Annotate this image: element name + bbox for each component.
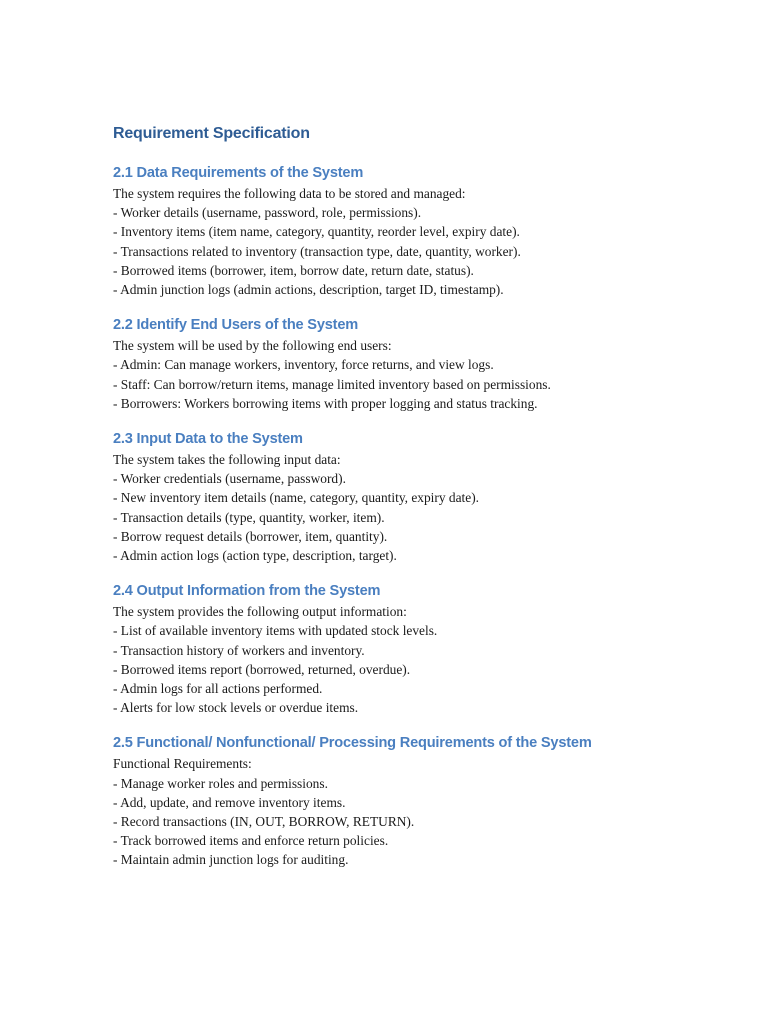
- list-item: - Admin action logs (action type, description, target).: [113, 548, 397, 564]
- list-item: - Staff: Can borrow/return items, manage limited inventory based on permissions.: [113, 376, 551, 392]
- list-item: - Borrowed items report (borrowed, returned, overdue).: [113, 661, 411, 677]
- requirement-list: [113, 774, 713, 870]
- requirement-list: [113, 621, 713, 717]
- section-intro: The system provides the following output information:: [113, 604, 407, 620]
- list-item: - Admin logs for all actions performed.: [113, 681, 323, 697]
- section-heading: 2.4 Output Information from the System: [113, 583, 381, 600]
- list-item: - Transaction details (type, quantity, worker, item).: [113, 509, 385, 525]
- list-item: - Add, update, and remove inventory items.: [113, 794, 346, 810]
- section-input-data: [113, 429, 713, 565]
- list-item: - List of available inventory items with updated stock levels.: [113, 623, 438, 639]
- section-intro: The system requires the following data to be stored and managed:: [113, 186, 466, 201]
- list-item: - Record transactions (IN, OUT, BORROW, RETURN).: [113, 814, 415, 830]
- section-output-information: [113, 581, 713, 717]
- list-item: - Alerts for low stock levels or overdue items.: [113, 700, 359, 716]
- section-heading: 2.3 Input Data to the System: [113, 431, 303, 448]
- document-title: Requirement Specification: [113, 125, 310, 142]
- section-heading: 2.5 Functional/ Nonfunctional/ Processing Requirements of the System: [113, 735, 592, 752]
- section-end-users: [113, 315, 713, 413]
- section-intro: The system takes the following input data:: [113, 452, 341, 468]
- list-item: - Admin: Can manage workers, inventory, force returns, and view logs.: [113, 357, 494, 373]
- requirement-list: [113, 355, 713, 413]
- list-item: - Worker credentials (username, password).: [113, 471, 346, 487]
- list-item: - Maintain admin junction logs for auditing.: [113, 852, 349, 868]
- list-item: - Track borrowed items and enforce return policies.: [113, 833, 389, 849]
- requirement-list: [113, 469, 713, 565]
- document-body: [113, 122, 713, 886]
- list-item: - Inventory items (item name, category, quantity, reorder level, expiry date).: [113, 224, 520, 240]
- list-item: - New inventory item details (name, category, quantity, expiry date).: [113, 490, 480, 506]
- section-intro: The system will be used by the following end users:: [113, 338, 392, 354]
- section-functional-requirements: [113, 733, 713, 869]
- list-item: - Borrowed items (borrower, item, borrow date, return date, status).: [113, 262, 474, 278]
- list-item: - Transactions related to inventory (transaction type, date, quantity, worker).: [113, 243, 521, 259]
- section-heading: 2.1 Data Requirements of the System: [113, 165, 364, 181]
- list-item: - Manage worker roles and permissions.: [113, 775, 328, 791]
- requirement-list: [113, 203, 713, 299]
- list-item: - Borrow request details (borrower, item, quantity).: [113, 528, 388, 544]
- list-item: - Borrowers: Workers borrowing items with proper logging and status tracking.: [113, 395, 538, 411]
- section-data-requirements: [113, 163, 713, 299]
- list-item: - Worker details (username, password, role, permissions).: [113, 205, 422, 221]
- section-heading: 2.2 Identify End Users of the System: [113, 317, 359, 334]
- list-item: - Admin junction logs (admin actions, description, target ID, timestamp).: [113, 282, 504, 298]
- list-item: - Transaction history of workers and inventory.: [113, 642, 365, 658]
- section-intro: Functional Requirements:: [113, 756, 252, 772]
